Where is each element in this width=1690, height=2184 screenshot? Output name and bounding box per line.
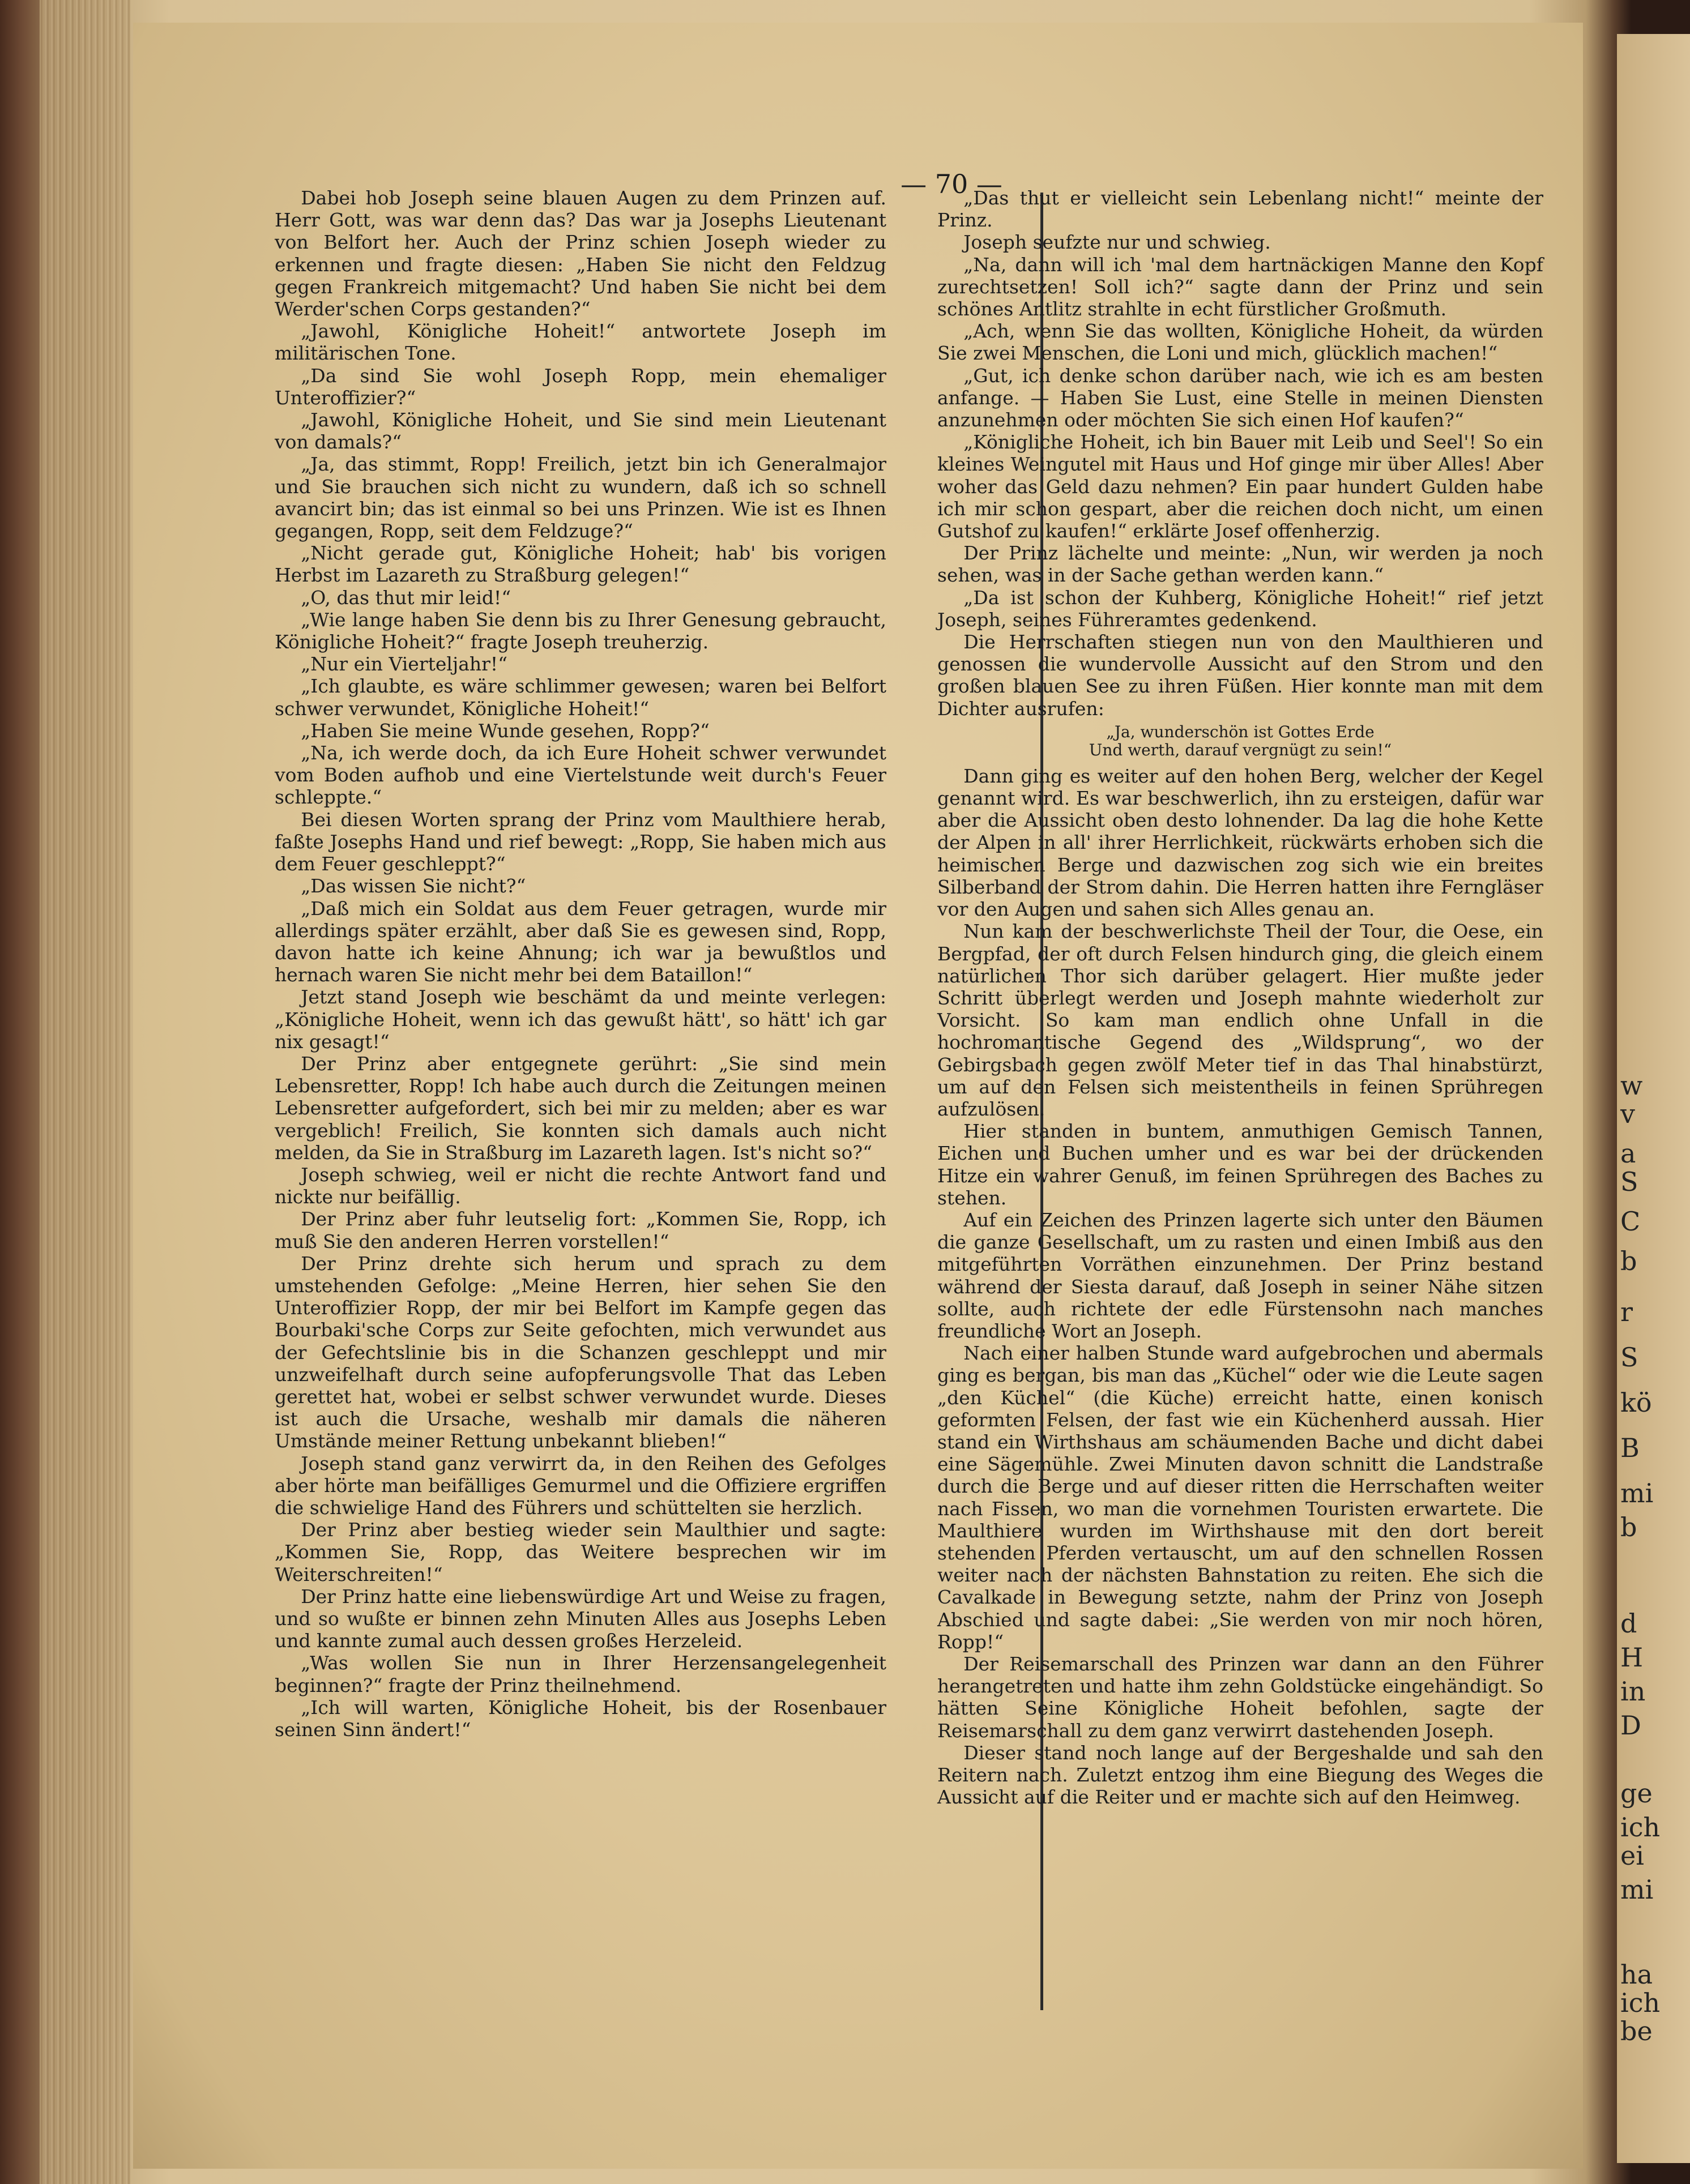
paragraph: Dabei hob Joseph seine blauen Augen zu dem Prinzen auf. Herr Gott, was war denn das? Das war ja Josephs Lieutenant von Belfort her. Auch der Prinz schien Joseph wieder zu erkennen und fragte diesen: „Haben Sie nicht den Feldzug gegen Frankreich mitgemacht? Und haben Sie nicht bei dem Werder'schen Corps gestanden?“: [275, 187, 886, 320]
paragraph: „O, das thut mir leid!“: [301, 586, 511, 609]
next-page-fragment: B: [1620, 1433, 1640, 1463]
paragraph: Der Prinz hatte eine liebenswürdige Art und Weise zu fragen, und so wußte er binnen zehn Minuten Alles aus Josephs Leben und kannte zumal auch dessen großes Herzeleid.: [275, 1585, 886, 1652]
next-page-fragment: mi: [1620, 1478, 1654, 1508]
paragraph: Nach einer halben Stunde ward aufgebrochen und abermals ging es bergan, bis man das „Küchel“ oder wie die Leute sagen „den Küchel“ (die Küche) erreicht hatte, einen konisch geformten Felsen, der fast wie ein Küchenherd aussah. Hier stand ein Wirthshaus am schäumenden Bache und dicht dabei eine Sägemühle. Zwei Minuten davon schnitt die Landstraße durch die Berge und auf dieser ritten die Herrschaften weiter nach Fissen, wo man die vornehmen Touristen erwartete. Die Maulthiere wurden im Wirthshause mit den dort bereit stehenden Pferden vertauscht, um auf den schnellen Rossen weiter nach der nächsten Bahnstation zu reiten. Ehe sich die Cavalkade in Bewegung setzte, nahm der Prinz von Joseph Abschied und sagte dabei: „Sie werden von mir noch hören, Ropp!“: [937, 1342, 1543, 1653]
next-page-fragment: in: [1620, 1676, 1646, 1707]
paragraph: „Da sind Sie wohl Joseph Ropp, mein ehemaliger Unteroffizier?“: [275, 364, 886, 409]
paragraph: „Haben Sie meine Wunde gesehen, Ropp?“: [301, 719, 710, 742]
paragraph: „Jawohl, Königliche Hoheit, und Sie sind mein Lieutenant von damals?“: [275, 409, 886, 454]
next-page-fragment: ich: [1620, 1812, 1661, 1843]
paragraph: Jetzt stand Joseph wie beschämt da und meinte verlegen: „Königliche Hoheit, wenn ich das gewußt hätt', so hätt' ich gar nix gesagt!“: [275, 986, 886, 1053]
paragraph: Der Prinz drehte sich herum und sprach zu dem umstehenden Gefolge: „Meine Herren, hier sehen Sie den Unteroffizier Ropp, der mir bei Belfort im Kampfe gegen das Bourbaki'sche Corps zur Seite gefochten, mich verwundet aus der Gefechtslinie bis in die Schanzen geschleppt und mir unzweifelhaft durch seine aufopferungsvolle That das Leben gerettet hat, wobei er selbst schwer verwundet wurde. Dieses ist auch die Ursache, weshalb mir damals die näheren Umstände meiner Rettung unbekannt blieben!“: [275, 1252, 886, 1452]
next-page-fragment: ich: [1620, 1988, 1661, 2018]
paragraph: Der Prinz aber entgegnete gerührt: „Sie sind mein Lebensretter, Ropp! Ich habe auch durch die Zeitungen meinen Lebensretter aufgefordert, sich bei mir zu melden; aber es war vergeblich! Freilich, Sie konnten sich damals auch nicht melden, da Sie in Straßburg im Lazareth lagen. Ist's nicht so?“: [275, 1052, 886, 1164]
next-page-fragment: a: [1620, 1138, 1636, 1169]
paragraph: „Nur ein Vierteljahr!“: [301, 653, 508, 676]
next-page-fragment: w: [1620, 1070, 1643, 1101]
next-page-fragment: ge: [1620, 1778, 1653, 1809]
paragraph: „Daß mich ein Soldat aus dem Feuer getragen, wurde mir allerdings später erzählt, aber daß Sie es gewesen sind, Ropp, davon hatte ich keine Ahnung; ich war ja bewußtlos und hernach waren Sie nicht mehr bei dem Bataillon!“: [275, 897, 886, 986]
paragraph: „Ja, das stimmt, Ropp! Freilich, jetzt bin ich Generalmajor und Sie brauchen sich nicht zu wundern, daß ich so schnell avancirt bin; das ist einmal so bei uns Prinzen. Wie ist es Ihnen gegangen, Ropp, seit dem Feldzuge?“: [275, 453, 886, 542]
paragraph: „Das thut er vielleicht sein Lebenlang nicht!“ meinte der Prinz.: [937, 187, 1543, 232]
paragraph: Der Prinz lächelte und meinte: „Nun, wir werden ja noch sehen, was in der Sache gethan werden kann.“: [937, 542, 1543, 587]
paragraph: „Gut, ich denke schon darüber nach, wie ich es am besten anfange. — Haben Sie Lust, eine Stelle in meinen Diensten anzunehmen oder möchten Sie sich einen Hof kaufen?“: [937, 364, 1543, 431]
next-page-fragment: ei: [1620, 1840, 1644, 1871]
paragraph: „Jawohl, Königliche Hoheit!“ antwortete Joseph im militärischen Tone.: [275, 320, 886, 365]
paragraph: „Ach, wenn Sie das wollten, Königliche Hoheit, da würden Sie zwei Menschen, die Loni und mich, glücklich machen!“: [937, 320, 1543, 365]
paragraph: „Das wissen Sie nicht?“: [301, 875, 526, 897]
next-page-fragment: D: [1620, 1710, 1641, 1741]
paragraph: „Na, ich werde doch, da ich Eure Hoheit schwer verwundet vom Boden aufhob und eine Viertelstunde weit durch's Feuer schleppte.“: [275, 742, 886, 809]
paragraph: Dann ging es weiter auf den hohen Berg, welcher der Kegel genannt wird. Es war beschwerlich, ihn zu ersteigen, dafür war aber die Aussicht oben desto lohnender. Da lag die hohe Kette der Alpen in all' ihrer Herrlichkeit, rückwärts erhoben sich die heimischen Berge und dazwischen zog sich wie ein breites Silberband der Strom dahin. Die Herren hatten ihre Ferngläser vor den Augen und sahen sich Alles genau an.: [937, 764, 1543, 921]
paragraph: „Ich will warten, Königliche Hoheit, bis der Rosenbauer seinen Sinn ändert!“: [275, 1696, 886, 1741]
next-page-fragment: C: [1620, 1206, 1641, 1237]
paragraph: „Wie lange haben Sie denn bis zu Ihrer Genesung gebraucht, Königliche Hoheit?“ fragte Joseph treuherzig.: [275, 608, 886, 653]
book-page: [133, 23, 1583, 2169]
poem-line: „Ja, wunderschön ist Gottes Erde: [1106, 722, 1375, 741]
next-page-fragment: d: [1620, 1608, 1637, 1639]
next-page-fragment: ha: [1620, 1959, 1653, 1990]
paragraph: Die Herrschaften stiegen nun von den Maulthieren und genossen die wundervolle Aussicht auf den Strom und den großen blauen See zu ihren Füßen. Hier konnte man mit dem Dichter ausrufen:: [937, 631, 1543, 720]
paragraph: „Nicht gerade gut, Königliche Hoheit; hab' bis vorigen Herbst im Lazareth zu Straßburg gelegen!“: [275, 542, 886, 587]
paragraph: Der Prinz aber bestieg wieder sein Maulthier und sagte: „Kommen Sie, Ropp, das Weitere besprechen wir im Weiterschreiten!“: [275, 1519, 886, 1585]
paragraph: Hier standen in buntem, anmuthigen Gemisch Tannen, Eichen und Buchen umher und es war bei der drückenden Hitze ein wahrer Genuß, im feinen Sprühregen des Baches zu stehen.: [937, 1120, 1543, 1209]
paragraph: Joseph schwieg, weil er nicht die rechte Antwort fand und nickte nur beifällig.: [275, 1163, 886, 1208]
next-page-fragment: b: [1620, 1512, 1637, 1542]
paragraph: „Königliche Hoheit, ich bin Bauer mit Leib und Seel'! So ein kleines Weingutel mit Haus und Hof ginge mir über Alles! Aber woher das Geld dazu nehmen? Ein paar hundert Gulden habe ich mir schon gespart, aber die reichen doch nicht, um einen Gutshof zu kaufen!“ erklärte Josef offenherzig.: [937, 431, 1543, 542]
page-number: — 70 —: [901, 169, 1002, 199]
next-page-fragment: S: [1620, 1342, 1638, 1373]
paragraph: „Na, dann will ich 'mal dem hartnäckigen Manne den Kopf zurechtsetzen! Soll ich?“ sagte dann der Prinz und sein schönes Antlitz strahlte in echt fürstlicher Großmuth.: [937, 253, 1543, 320]
paragraph: Joseph seufzte nur und schwieg.: [963, 231, 1271, 254]
paragraph: Auf ein Zeichen des Prinzen lagerte sich unter den Bäumen die ganze Gesellschaft, um zu rasten und einen Imbiß aus den mitgeführten Vorräthen einzunehmen. Der Prinz bestand während der Siesta darauf, daß Joseph in seiner Nähe sitzen sollte, auch richtete der edle Fürstensohn nach manches freundliche Wort an Joseph.: [937, 1208, 1543, 1342]
poem-line: Und werth, darauf vergnügt zu sein!“: [1089, 740, 1392, 759]
book-binding: [0, 0, 130, 2184]
next-page-edge: [1617, 34, 1690, 2163]
next-page-fragment: r: [1620, 1297, 1633, 1327]
paragraph: „Was wollen Sie nun in Ihrer Herzensangelegenheit beginnen?“ fragte der Prinz theilnehmend.: [275, 1652, 886, 1696]
next-page-fragment: b: [1620, 1246, 1637, 1276]
paragraph: Der Reisemarschall des Prinzen war dann an den Führer herangetreten und hatte ihm zehn Goldstücke eingehändigt. So hätten Seine Königliche Hoheit befohlen, sagte der Reisemarschall zu dem ganz verwirrt dastehenden Joseph.: [937, 1653, 1543, 1742]
paragraph: Dieser stand noch lange auf der Bergeshalde und sah den Reitern nach. Zuletzt entzog ihm eine Biegung des Weges die Aussicht auf die Reiter und er machte sich auf den Heimweg.: [937, 1741, 1543, 1809]
next-page-fragment: H: [1620, 1642, 1644, 1673]
paragraph: Joseph stand ganz verwirrt da, in den Reihen des Gefolges aber hörte man beifälliges Gemurmel und die Offiziere ergriffen die schwielige Hand des Führers und schüttelten sie herzlich.: [275, 1452, 886, 1519]
next-page-fragment: S: [1620, 1166, 1638, 1197]
right-column: [937, 187, 1543, 1808]
poem-quote: [937, 723, 1543, 759]
paragraph: Bei diesen Worten sprang der Prinz vom Maulthiere herab, faßte Josephs Hand und rief bewegt: „Ropp, Sie haben mich aus dem Feuer geschleppt?“: [275, 808, 886, 875]
next-page-fragment: be: [1620, 2016, 1653, 2046]
next-page-fragment: mi: [1620, 1874, 1654, 1905]
next-page-fragment: v: [1620, 1099, 1635, 1129]
left-column: [275, 187, 886, 1741]
next-page-fragment: kö: [1620, 1387, 1652, 1418]
paragraph: Der Prinz aber fuhr leutselig fort: „Kommen Sie, Ropp, ich muß Sie den anderen Herren vorstellen!“: [275, 1208, 886, 1253]
paragraph: „Ich glaubte, es wäre schlimmer gewesen; waren bei Belfort schwer verwundet, Königliche Hoheit!“: [275, 675, 886, 720]
paragraph: Nun kam der beschwerlichste Theil der Tour, die Oese, ein Bergpfad, der oft durch Felsen hindurch ging, die gleich einem natürlichen Thor sich darüber gelagert. Hier mußte jeder Schritt überlegt werden und Joseph mahnte wiederholt zur Vorsicht. So kam man endlich ohne Unfall in die hochromantische Gegend des „Wildsprung“, wo der Gebirgsbach gegen zwölf Meter tief in das Thal hinabstürzt, um auf den Felsen sich meistentheils in feinen Sprühregen aufzulösen.: [937, 920, 1543, 1120]
paragraph: „Da ist schon der Kuhberg, Königliche Hoheit!“ rief jetzt Joseph, seines Führeramtes gedenkend.: [937, 586, 1543, 631]
